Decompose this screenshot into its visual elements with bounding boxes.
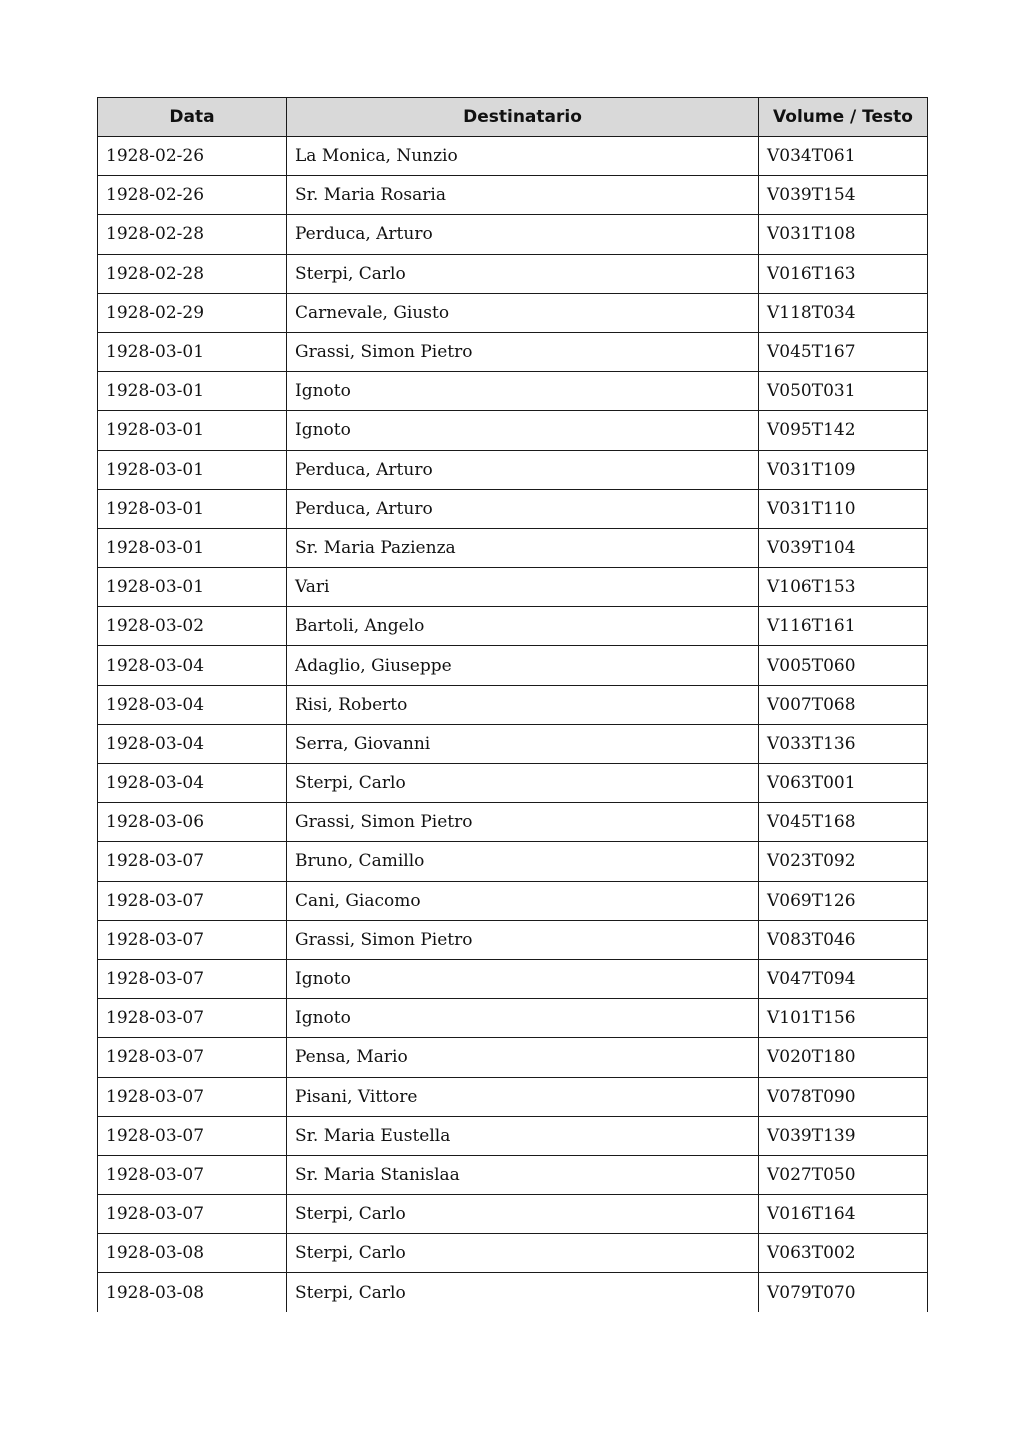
- cell-date: 1928-03-01: [98, 411, 287, 450]
- cell-volume: V063T001: [759, 764, 928, 803]
- table-row: [98, 332, 928, 371]
- table-row: [98, 607, 928, 646]
- cell-date: 1928-03-08: [98, 1273, 287, 1312]
- cell-volume: V039T154: [759, 176, 928, 215]
- cell-volume: V083T046: [759, 920, 928, 959]
- table-row: [98, 1116, 928, 1155]
- cell-date: 1928-02-29: [98, 293, 287, 332]
- cell-date: 1928-03-01: [98, 489, 287, 528]
- table-row: [98, 1195, 928, 1234]
- table-row: [98, 372, 928, 411]
- table-row: [98, 881, 928, 920]
- cell-recipient: Sr. Maria Eustella: [287, 1116, 759, 1155]
- cell-recipient: Vari: [287, 568, 759, 607]
- cell-volume: V118T034: [759, 293, 928, 332]
- cell-volume: V063T002: [759, 1234, 928, 1273]
- cell-volume: V039T104: [759, 528, 928, 567]
- cell-date: 1928-03-07: [98, 920, 287, 959]
- cell-recipient: Sterpi, Carlo: [287, 1234, 759, 1273]
- cell-volume: V101T156: [759, 999, 928, 1038]
- cell-volume: V031T108: [759, 215, 928, 254]
- cell-volume: V023T092: [759, 842, 928, 881]
- cell-date: 1928-03-01: [98, 450, 287, 489]
- cell-volume: V106T153: [759, 568, 928, 607]
- table-row: [98, 411, 928, 450]
- cell-date: 1928-03-01: [98, 332, 287, 371]
- table-row: [98, 137, 928, 176]
- cell-volume: V050T031: [759, 372, 928, 411]
- cell-date: 1928-03-01: [98, 372, 287, 411]
- cell-volume: V016T163: [759, 254, 928, 293]
- table-row: [98, 1234, 928, 1273]
- cell-date: 1928-03-02: [98, 607, 287, 646]
- cell-date: 1928-02-28: [98, 254, 287, 293]
- document-page: [97, 97, 927, 1312]
- cell-date: 1928-03-07: [98, 959, 287, 998]
- cell-recipient: Perduca, Arturo: [287, 215, 759, 254]
- column-header-volume: Volume / Testo: [759, 98, 928, 137]
- cell-recipient: Sterpi, Carlo: [287, 1273, 759, 1312]
- cell-date: 1928-03-07: [98, 1077, 287, 1116]
- cell-date: 1928-03-04: [98, 685, 287, 724]
- cell-recipient: Sterpi, Carlo: [287, 254, 759, 293]
- cell-recipient: Ignoto: [287, 411, 759, 450]
- cell-volume: V031T109: [759, 450, 928, 489]
- cell-recipient: Pisani, Vittore: [287, 1077, 759, 1116]
- cell-recipient: Ignoto: [287, 372, 759, 411]
- cell-date: 1928-03-04: [98, 646, 287, 685]
- cell-recipient: Adaglio, Giuseppe: [287, 646, 759, 685]
- cell-recipient: Ignoto: [287, 959, 759, 998]
- cell-recipient: La Monica, Nunzio: [287, 137, 759, 176]
- table-row: [98, 959, 928, 998]
- table-body: [98, 137, 928, 1313]
- table-row: [98, 568, 928, 607]
- cell-recipient: Pensa, Mario: [287, 1038, 759, 1077]
- cell-volume: V007T068: [759, 685, 928, 724]
- table-row: [98, 215, 928, 254]
- cell-recipient: Carnevale, Giusto: [287, 293, 759, 332]
- cell-volume: V005T060: [759, 646, 928, 685]
- cell-volume: V069T126: [759, 881, 928, 920]
- cell-recipient: Cani, Giacomo: [287, 881, 759, 920]
- cell-recipient: Bruno, Camillo: [287, 842, 759, 881]
- cell-recipient: Sterpi, Carlo: [287, 1195, 759, 1234]
- table-row: [98, 1155, 928, 1194]
- table-header: [98, 98, 928, 137]
- cell-recipient: Perduca, Arturo: [287, 489, 759, 528]
- cell-recipient: Sterpi, Carlo: [287, 764, 759, 803]
- cell-date: 1928-03-04: [98, 764, 287, 803]
- cell-date: 1928-03-08: [98, 1234, 287, 1273]
- table-row: [98, 1077, 928, 1116]
- table-row: [98, 999, 928, 1038]
- table-row: [98, 646, 928, 685]
- cell-volume: V027T050: [759, 1155, 928, 1194]
- table-row: [98, 176, 928, 215]
- cell-date: 1928-03-07: [98, 1038, 287, 1077]
- cell-recipient: Sr. Maria Rosaria: [287, 176, 759, 215]
- table-row: [98, 254, 928, 293]
- cell-date: 1928-03-07: [98, 881, 287, 920]
- cell-date: 1928-03-01: [98, 528, 287, 567]
- cell-recipient: Risi, Roberto: [287, 685, 759, 724]
- cell-volume: V016T164: [759, 1195, 928, 1234]
- cell-date: 1928-03-07: [98, 999, 287, 1038]
- cell-recipient: Ignoto: [287, 999, 759, 1038]
- table-row: [98, 803, 928, 842]
- cell-recipient: Sr. Maria Stanislaa: [287, 1155, 759, 1194]
- cell-recipient: Bartoli, Angelo: [287, 607, 759, 646]
- cell-volume: V045T167: [759, 332, 928, 371]
- cell-volume: V078T090: [759, 1077, 928, 1116]
- cell-volume: V095T142: [759, 411, 928, 450]
- cell-recipient: Perduca, Arturo: [287, 450, 759, 489]
- table-row: [98, 1273, 928, 1312]
- cell-volume: V116T161: [759, 607, 928, 646]
- table-row: [98, 489, 928, 528]
- cell-recipient: Grassi, Simon Pietro: [287, 920, 759, 959]
- cell-volume: V047T094: [759, 959, 928, 998]
- table-row: [98, 685, 928, 724]
- cell-recipient: Grassi, Simon Pietro: [287, 803, 759, 842]
- cell-date: 1928-03-07: [98, 1116, 287, 1155]
- cell-date: 1928-03-07: [98, 842, 287, 881]
- cell-recipient: Grassi, Simon Pietro: [287, 332, 759, 371]
- cell-volume: V031T110: [759, 489, 928, 528]
- cell-date: 1928-02-26: [98, 137, 287, 176]
- column-header-date: Data: [98, 98, 287, 137]
- cell-recipient: Sr. Maria Pazienza: [287, 528, 759, 567]
- cell-date: 1928-03-06: [98, 803, 287, 842]
- cell-date: 1928-03-01: [98, 568, 287, 607]
- cell-date: 1928-02-26: [98, 176, 287, 215]
- cell-volume: V079T070: [759, 1273, 928, 1312]
- cell-recipient: Serra, Giovanni: [287, 724, 759, 763]
- cell-volume: V045T168: [759, 803, 928, 842]
- cell-volume: V039T139: [759, 1116, 928, 1155]
- table-row: [98, 528, 928, 567]
- letters-table: [97, 97, 928, 1312]
- cell-volume: V033T136: [759, 724, 928, 763]
- table-row: [98, 1038, 928, 1077]
- cell-date: 1928-03-07: [98, 1155, 287, 1194]
- table-row: [98, 920, 928, 959]
- cell-volume: V034T061: [759, 137, 928, 176]
- column-header-recipient: Destinatario: [287, 98, 759, 137]
- table-row: [98, 764, 928, 803]
- table-row: [98, 293, 928, 332]
- table-row: [98, 724, 928, 763]
- header-row: [98, 98, 928, 137]
- cell-date: 1928-03-04: [98, 724, 287, 763]
- cell-volume: V020T180: [759, 1038, 928, 1077]
- table-row: [98, 450, 928, 489]
- table-row: [98, 842, 928, 881]
- cell-date: 1928-03-07: [98, 1195, 287, 1234]
- cell-date: 1928-02-28: [98, 215, 287, 254]
